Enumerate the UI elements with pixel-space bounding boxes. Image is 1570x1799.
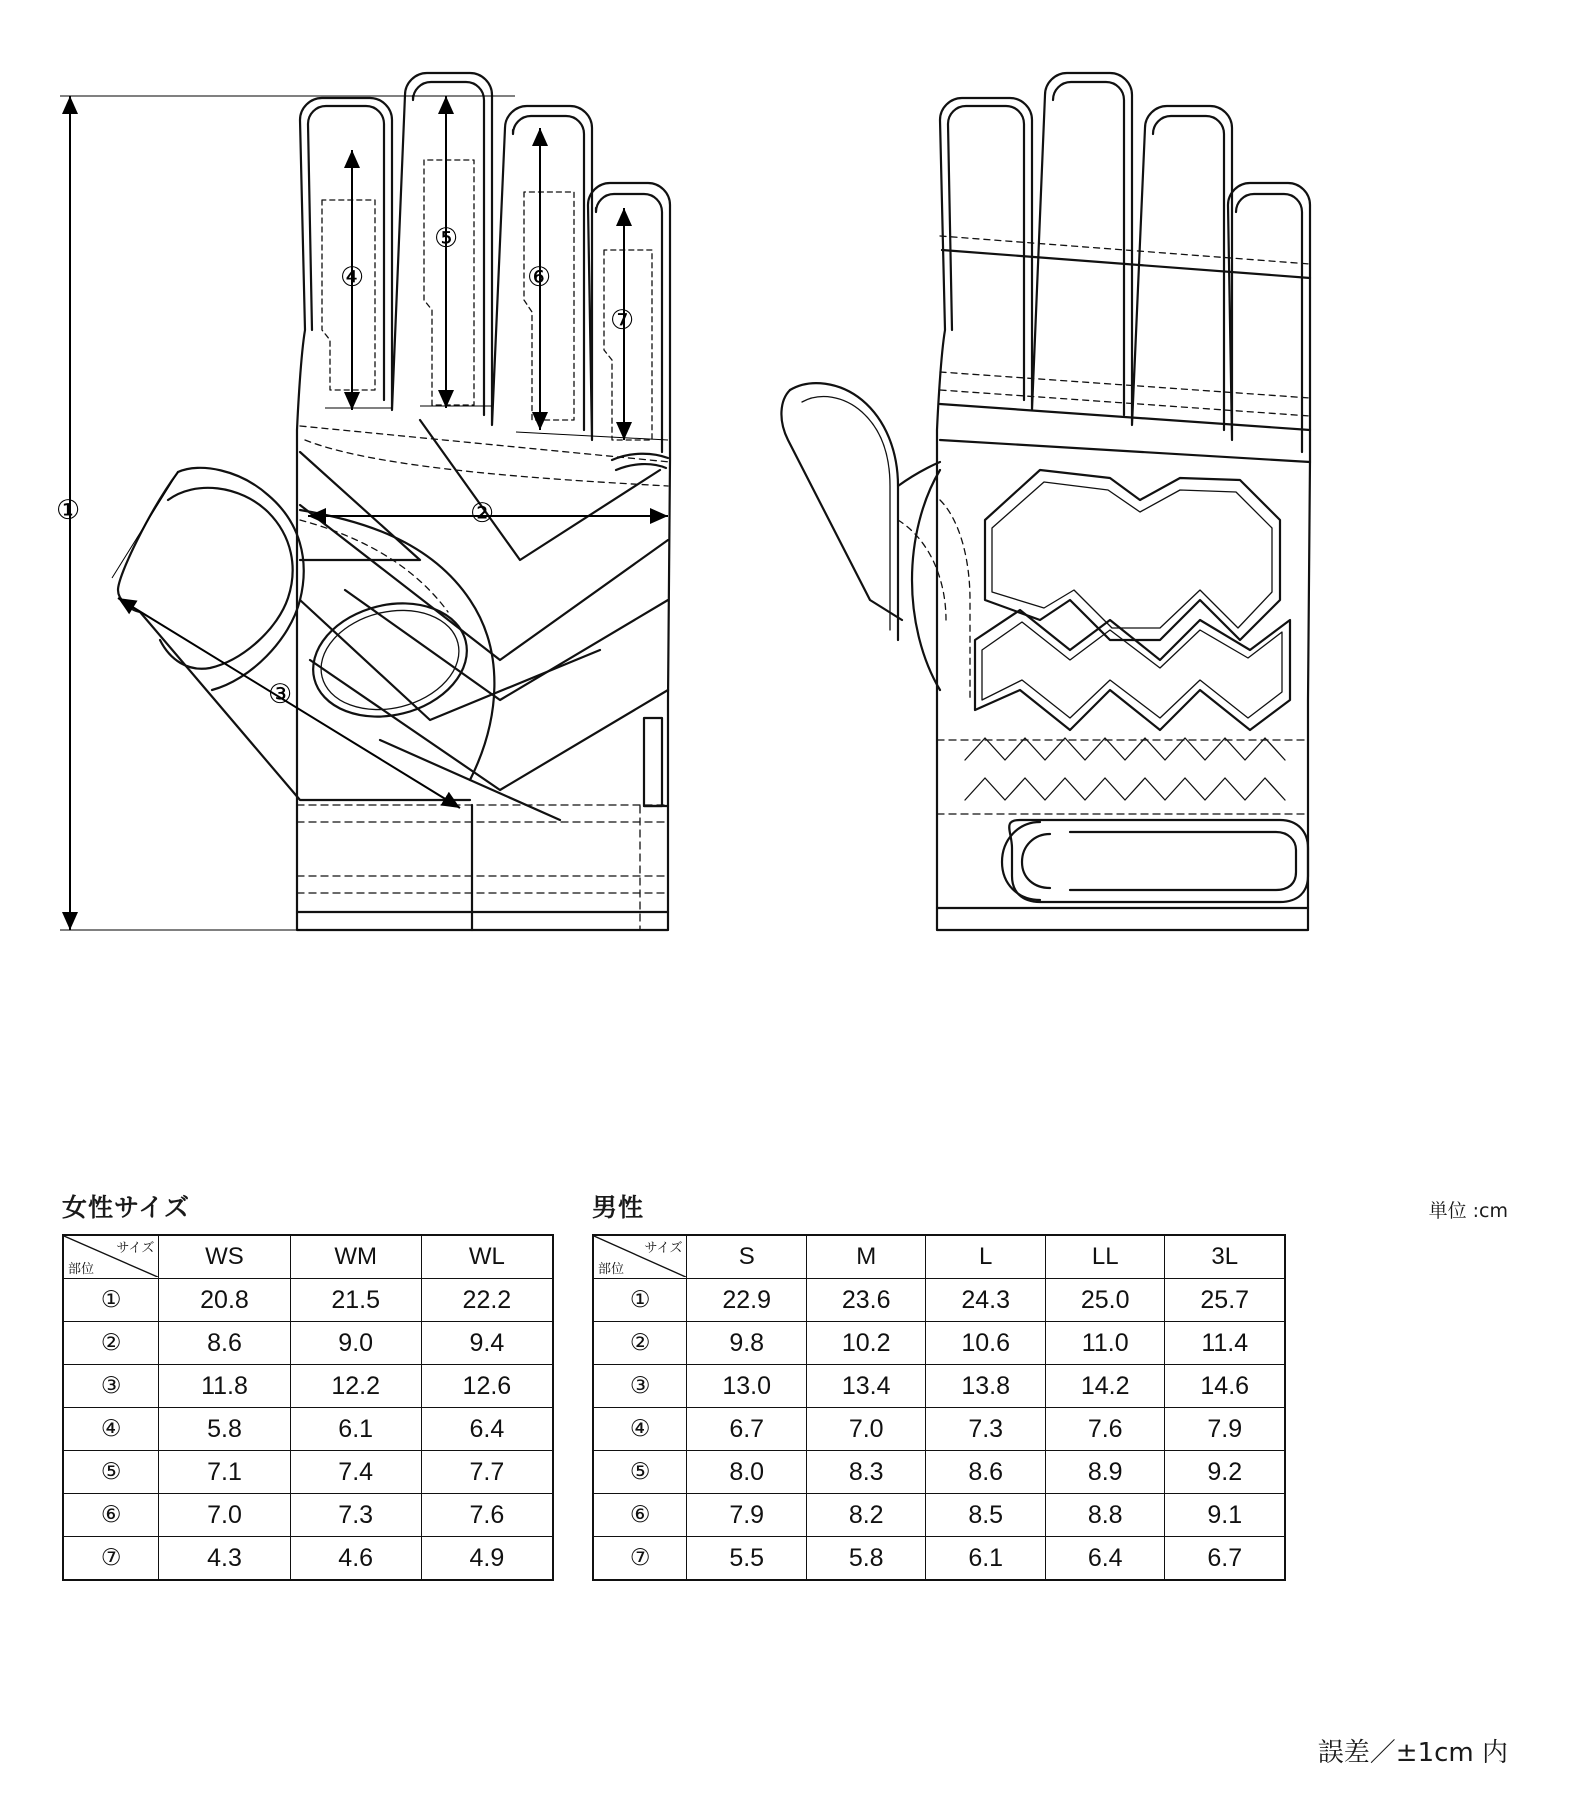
table-row bbox=[63, 1322, 553, 1365]
male-table-title: 男性 bbox=[592, 1193, 645, 1222]
male-col-m: M bbox=[806, 1235, 926, 1279]
table-row bbox=[593, 1322, 1285, 1365]
callout-4: ④ bbox=[340, 262, 365, 293]
cell: 9.4 bbox=[421, 1322, 553, 1365]
cell: 8.0 bbox=[687, 1451, 807, 1494]
cell: 9.8 bbox=[687, 1322, 807, 1365]
female-size-block bbox=[62, 1188, 554, 1581]
table-header-row bbox=[63, 1235, 553, 1279]
male-col-3l: 3L bbox=[1165, 1235, 1285, 1279]
male-col-l: L bbox=[926, 1235, 1046, 1279]
row-label: ⑥ bbox=[63, 1494, 159, 1537]
female-col-ws: WS bbox=[159, 1235, 290, 1279]
corner-part-label: 部位 bbox=[68, 1262, 95, 1277]
cell: 7.4 bbox=[290, 1451, 421, 1494]
cell: 11.8 bbox=[159, 1365, 290, 1408]
callout-7: ⑦ bbox=[610, 305, 635, 336]
female-size-table bbox=[62, 1234, 554, 1581]
cell: 8.6 bbox=[926, 1451, 1046, 1494]
callout-5: ⑤ bbox=[434, 223, 459, 254]
cell: 25.7 bbox=[1165, 1279, 1285, 1322]
cell: 8.3 bbox=[806, 1451, 926, 1494]
callout-6: ⑥ bbox=[527, 262, 552, 293]
cell: 7.9 bbox=[687, 1494, 807, 1537]
cell: 8.8 bbox=[1045, 1494, 1165, 1537]
cell: 7.6 bbox=[1045, 1408, 1165, 1451]
cell: 10.6 bbox=[926, 1322, 1046, 1365]
table-row bbox=[63, 1537, 553, 1581]
cell: 7.0 bbox=[159, 1494, 290, 1537]
cell: 8.5 bbox=[926, 1494, 1046, 1537]
row-label: ⑥ bbox=[593, 1494, 687, 1537]
table-row bbox=[593, 1537, 1285, 1581]
callout-3: ③ bbox=[268, 679, 293, 710]
cell: 7.6 bbox=[421, 1494, 553, 1537]
corner-size-label: サイズ bbox=[644, 1241, 683, 1256]
glove-palm-view bbox=[118, 73, 670, 930]
cell: 13.0 bbox=[687, 1365, 807, 1408]
cell: 7.3 bbox=[926, 1408, 1046, 1451]
cell: 12.2 bbox=[290, 1365, 421, 1408]
cell: 12.6 bbox=[421, 1365, 553, 1408]
corner-header-cell bbox=[63, 1235, 159, 1279]
table-row bbox=[593, 1451, 1285, 1494]
table-row bbox=[63, 1494, 553, 1537]
cell: 6.7 bbox=[687, 1408, 807, 1451]
row-label: ② bbox=[593, 1322, 687, 1365]
male-col-s: S bbox=[687, 1235, 807, 1279]
cell: 8.2 bbox=[806, 1494, 926, 1537]
table-header-row bbox=[593, 1235, 1285, 1279]
glove-back-view bbox=[781, 73, 1310, 930]
cell: 10.2 bbox=[806, 1322, 926, 1365]
cell: 7.3 bbox=[290, 1494, 421, 1537]
table-row bbox=[63, 1279, 553, 1322]
cell: 7.7 bbox=[421, 1451, 553, 1494]
cell: 23.6 bbox=[806, 1279, 926, 1322]
table-row bbox=[63, 1451, 553, 1494]
callout-1: ① bbox=[56, 495, 81, 526]
table-row bbox=[63, 1365, 553, 1408]
cell: 6.7 bbox=[1165, 1537, 1285, 1581]
cell: 4.3 bbox=[159, 1537, 290, 1581]
cell: 20.8 bbox=[159, 1279, 290, 1322]
cell: 8.9 bbox=[1045, 1451, 1165, 1494]
cell: 11.4 bbox=[1165, 1322, 1285, 1365]
cell: 6.4 bbox=[421, 1408, 553, 1451]
female-col-wl: WL bbox=[421, 1235, 553, 1279]
male-size-table bbox=[592, 1234, 1286, 1581]
cell: 7.9 bbox=[1165, 1408, 1285, 1451]
corner-part-label: 部位 bbox=[598, 1262, 625, 1277]
cell: 5.8 bbox=[159, 1408, 290, 1451]
row-label: ⑤ bbox=[593, 1451, 687, 1494]
cell: 13.8 bbox=[926, 1365, 1046, 1408]
cell: 9.0 bbox=[290, 1322, 421, 1365]
cell: 13.4 bbox=[806, 1365, 926, 1408]
unit-note: 単位 :cm bbox=[1428, 1200, 1508, 1222]
female-table-title: 女性サイズ bbox=[62, 1193, 191, 1222]
female-col-wm: WM bbox=[290, 1235, 421, 1279]
cell: 21.5 bbox=[290, 1279, 421, 1322]
cell: 6.1 bbox=[926, 1537, 1046, 1581]
corner-header-cell bbox=[593, 1235, 687, 1279]
cell: 7.1 bbox=[159, 1451, 290, 1494]
male-size-block bbox=[592, 1188, 1286, 1581]
row-label: ① bbox=[63, 1279, 159, 1322]
cell: 7.0 bbox=[806, 1408, 926, 1451]
row-label: ② bbox=[63, 1322, 159, 1365]
cell: 8.6 bbox=[159, 1322, 290, 1365]
corner-size-label: サイズ bbox=[116, 1241, 155, 1256]
cell: 4.9 bbox=[421, 1537, 553, 1581]
table-row bbox=[593, 1494, 1285, 1537]
cell: 9.2 bbox=[1165, 1451, 1285, 1494]
cell: 6.1 bbox=[290, 1408, 421, 1451]
cell: 6.4 bbox=[1045, 1537, 1165, 1581]
cell: 4.6 bbox=[290, 1537, 421, 1581]
cell: 11.0 bbox=[1045, 1322, 1165, 1365]
cell: 22.2 bbox=[421, 1279, 553, 1322]
size-tables bbox=[0, 1160, 1570, 1799]
row-label: ③ bbox=[593, 1365, 687, 1408]
cell: 14.2 bbox=[1045, 1365, 1165, 1408]
male-col-ll: LL bbox=[1045, 1235, 1165, 1279]
table-row bbox=[63, 1408, 553, 1451]
cell: 22.9 bbox=[687, 1279, 807, 1322]
tolerance-note: 誤差／±1cm 内 bbox=[1317, 1738, 1508, 1768]
cell: 9.1 bbox=[1165, 1494, 1285, 1537]
cell: 5.5 bbox=[687, 1537, 807, 1581]
table-row bbox=[593, 1279, 1285, 1322]
row-label: ④ bbox=[63, 1408, 159, 1451]
callout-2: ② bbox=[470, 498, 495, 529]
row-label: ① bbox=[593, 1279, 687, 1322]
table-row bbox=[593, 1408, 1285, 1451]
cell: 24.3 bbox=[926, 1279, 1046, 1322]
row-label: ④ bbox=[593, 1408, 687, 1451]
cell: 25.0 bbox=[1045, 1279, 1165, 1322]
table-row bbox=[593, 1365, 1285, 1408]
row-label: ⑤ bbox=[63, 1451, 159, 1494]
row-label: ③ bbox=[63, 1365, 159, 1408]
row-label: ⑦ bbox=[593, 1537, 687, 1581]
row-label: ⑦ bbox=[63, 1537, 159, 1581]
cell: 14.6 bbox=[1165, 1365, 1285, 1408]
cell: 5.8 bbox=[806, 1537, 926, 1581]
